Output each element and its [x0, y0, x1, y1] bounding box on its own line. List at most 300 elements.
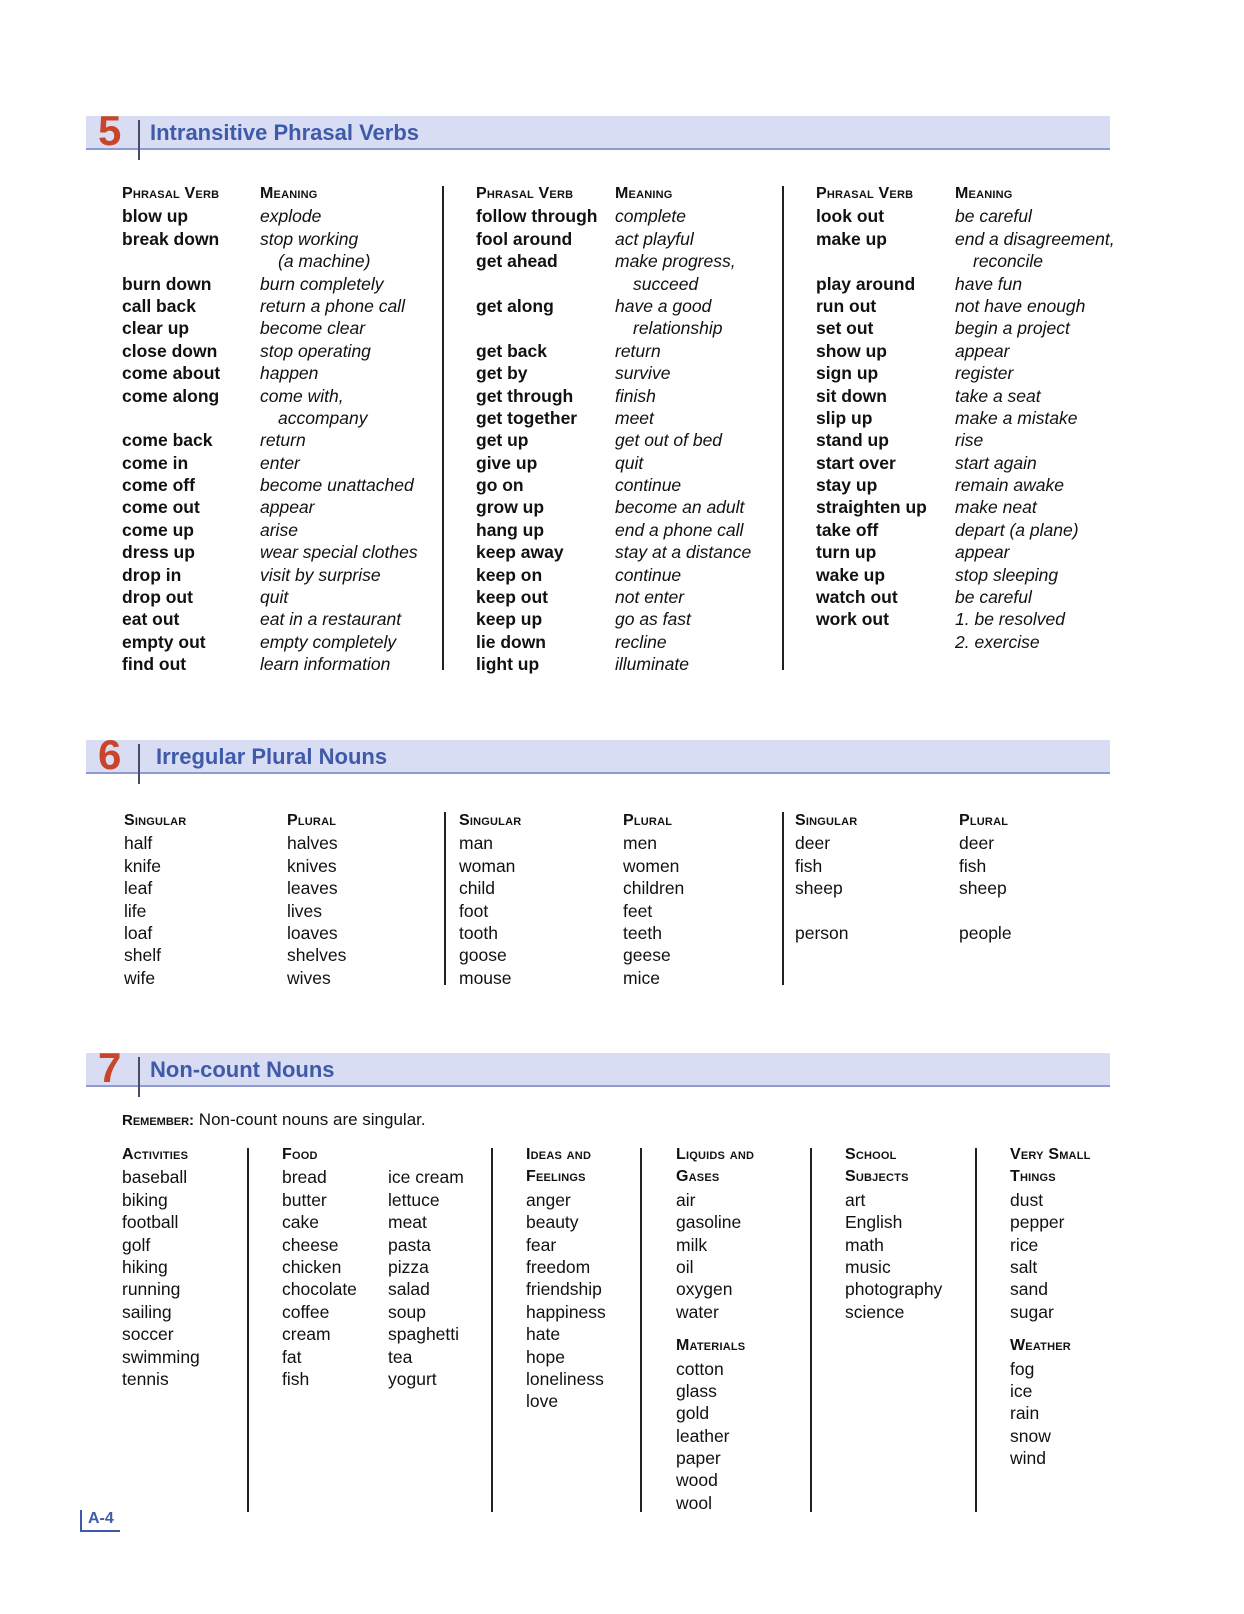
food-item: tea	[388, 1346, 413, 1367]
s6-col2-singular-header: Singular	[459, 812, 522, 829]
idea-item: freedom	[526, 1256, 591, 1277]
plural-noun: men	[623, 833, 658, 854]
food-item: pasta	[388, 1234, 431, 1255]
plural-noun: mice	[623, 967, 660, 988]
verb-meaning: continue	[615, 564, 682, 585]
singular-noun: life	[124, 900, 147, 921]
phrasal-verb: turn up	[816, 542, 877, 563]
phrasal-verb: show up	[816, 340, 887, 361]
section-5-title: Intransitive Phrasal Verbs	[150, 120, 420, 145]
plural-noun: halves	[287, 833, 338, 854]
food-item: cake	[282, 1212, 319, 1233]
verb-meaning: get out of bed	[615, 430, 723, 451]
singular-noun: wife	[124, 967, 156, 988]
s6-col1-singular-header: Singular	[124, 812, 187, 829]
s7-divider-4	[810, 1148, 812, 1512]
s7-liquids	[676, 1144, 796, 1514]
verb-meaning: become clear	[260, 318, 366, 339]
verb-meaning: quit	[260, 587, 289, 608]
food-item: cream	[282, 1324, 331, 1345]
food-item: bread	[282, 1167, 327, 1188]
food-item: lettuce	[388, 1189, 440, 1210]
verb-meaning: return a phone call	[260, 295, 405, 316]
phrasal-verb: take off	[816, 519, 879, 540]
verb-meaning: appear	[260, 497, 315, 518]
verb-meaning: visit by surprise	[260, 564, 381, 585]
phrasal-verb: drop in	[122, 564, 182, 585]
singular-noun: deer	[795, 833, 831, 854]
phrasal-verb: eat out	[122, 609, 180, 630]
s7-small-header-1: Very Small	[1010, 1146, 1091, 1163]
small-thing-item: pepper	[1010, 1212, 1065, 1233]
s7-divider-1	[247, 1148, 249, 1512]
s5-col1-meaning-header: Meaning	[260, 185, 318, 202]
phrasal-verb: come out	[122, 497, 200, 518]
verb-meaning: return	[260, 430, 306, 451]
phrasal-verb: sit down	[816, 385, 887, 406]
phrasal-verb: blow up	[122, 206, 189, 227]
singular-noun: fish	[795, 855, 823, 876]
s7-food-b	[388, 1144, 498, 1390]
material-item: paper	[676, 1448, 721, 1469]
verb-meaning: eat in a restaurant	[260, 609, 402, 630]
phrasal-verb: fool around	[476, 228, 573, 249]
food-item: yogurt	[388, 1368, 437, 1389]
verb-meaning: act playful	[615, 228, 694, 249]
verb-meaning: complete	[615, 206, 687, 227]
singular-noun: sheep	[795, 878, 843, 899]
phrasal-verb: stay up	[816, 475, 878, 496]
s6-divider-1	[444, 812, 446, 985]
s6-col1-plural	[287, 810, 427, 989]
phrasal-verb	[816, 250, 956, 272]
phrasal-verb: come up	[122, 519, 194, 540]
verb-meaning: survive	[615, 363, 671, 384]
section-6-header	[86, 731, 1110, 778]
verb-meaning: register	[955, 363, 1014, 384]
singular-noun: knife	[124, 855, 161, 876]
section-7-title: Non-count Nouns	[150, 1057, 335, 1082]
food-item: spaghetti	[388, 1324, 460, 1345]
s7-ideas-header-2: Feelings	[526, 1168, 586, 1186]
s5-col3-verbs	[816, 183, 956, 653]
phrasal-verb: get ahead	[476, 251, 558, 272]
s5-divider-1	[442, 186, 444, 670]
phrasal-verb: make up	[816, 228, 887, 249]
phrasal-verb: find out	[122, 654, 187, 675]
s5-divider-2	[782, 186, 784, 670]
verb-meaning: stop operating	[260, 340, 371, 361]
phrasal-verb: close down	[122, 340, 218, 361]
verb-meaning: have a good	[615, 295, 712, 316]
verb-meaning: explode	[260, 206, 322, 227]
singular-noun: person	[795, 922, 849, 943]
spacer-row	[959, 900, 1099, 922]
verb-meaning: stop sleeping	[955, 564, 1059, 585]
activity-item: tennis	[122, 1368, 169, 1389]
s6-col1-plural-header: Plural	[287, 812, 337, 829]
liquid-item: oxygen	[676, 1279, 733, 1300]
singular-noun: foot	[459, 900, 489, 921]
plural-noun: fish	[959, 855, 987, 876]
food-item: pizza	[388, 1256, 429, 1277]
s5-col1-verbs	[122, 183, 242, 676]
phrasal-verb: lie down	[476, 631, 546, 652]
phrasal-verb: run out	[816, 295, 877, 316]
material-item: cotton	[676, 1358, 724, 1379]
verb-meaning: (a machine)	[278, 251, 371, 272]
s6-col3-plural-header: Plural	[959, 812, 1009, 829]
phrasal-verb: set out	[816, 318, 874, 339]
plural-noun: wives	[287, 967, 331, 988]
verb-meaning: arise	[260, 519, 298, 540]
idea-item: hate	[526, 1324, 561, 1345]
s7-food-header-spacer	[388, 1144, 498, 1166]
liquid-item: air	[676, 1189, 696, 1210]
plural-noun: sheep	[959, 878, 1007, 899]
phrasal-verb: give up	[476, 452, 538, 473]
food-item: soup	[388, 1301, 426, 1322]
phrasal-verb: work out	[816, 609, 889, 630]
weather-item: wind	[1010, 1448, 1046, 1469]
s7-liquids-header-1: Liquids and	[676, 1146, 755, 1163]
phrasal-verb: come off	[122, 475, 195, 496]
phrasal-verb: come along	[122, 385, 220, 406]
material-item: leather	[676, 1425, 730, 1446]
liquid-item: water	[676, 1301, 719, 1322]
s7-divider-3	[640, 1148, 642, 1512]
s6-col2-singular	[459, 810, 609, 989]
phrasal-verb: burn down	[122, 273, 212, 294]
s7-food-a	[282, 1144, 392, 1390]
phrasal-verb: grow up	[476, 497, 545, 518]
verb-meaning: relationship	[633, 318, 723, 339]
small-thing-item: rice	[1010, 1234, 1039, 1255]
phrasal-verb: dress up	[122, 542, 195, 563]
small-thing-item: salt	[1010, 1256, 1038, 1277]
verb-meaning: start again	[955, 452, 1037, 473]
plural-noun: children	[623, 878, 685, 899]
liquid-item: oil	[676, 1256, 694, 1277]
school-subject-item: science	[845, 1301, 905, 1322]
weather-item: ice	[1010, 1380, 1033, 1401]
phrasal-verb: call back	[122, 295, 196, 316]
s5-col2-verbs	[476, 183, 616, 676]
phrasal-verb: keep on	[476, 564, 543, 585]
material-item: gold	[676, 1403, 710, 1424]
plural-noun: shelves	[287, 945, 347, 966]
singular-noun: shelf	[124, 945, 161, 966]
section-7-header	[86, 1044, 1110, 1091]
phrasal-verb	[476, 317, 616, 339]
s6-divider-2	[782, 812, 784, 985]
verb-meaning: take a seat	[955, 385, 1041, 406]
phrasal-verb: look out	[816, 206, 885, 227]
phrasal-verb: go on	[476, 475, 524, 496]
verb-meaning: illuminate	[615, 654, 689, 675]
s7-divider-2	[491, 1148, 493, 1512]
s7-liquids-header-2: Gases	[676, 1168, 720, 1186]
school-subject-item: photography	[845, 1279, 943, 1300]
phrasal-verb: get back	[476, 340, 547, 361]
plural-noun: lives	[287, 900, 323, 921]
phrasal-verb: sign up	[816, 363, 879, 384]
s5-col2-verb-header: Phrasal Verb	[476, 185, 574, 202]
idea-item: anger	[526, 1189, 571, 1210]
verb-meaning: be careful	[955, 587, 1032, 608]
s6-col3-singular	[795, 810, 945, 944]
s7-activities	[122, 1144, 242, 1390]
plural-noun: geese	[623, 945, 671, 966]
s5-col3-meanings	[955, 183, 1115, 653]
activity-item: golf	[122, 1234, 151, 1255]
phrasal-verb: get through	[476, 385, 574, 406]
phrasal-verb: empty out	[122, 631, 206, 652]
s5-col2-meanings	[615, 183, 775, 676]
verb-meaning: finish	[615, 385, 656, 406]
verb-meaning: meet	[615, 407, 654, 428]
phrasal-verb	[122, 407, 242, 429]
verb-meaning: 2. exercise	[955, 631, 1040, 652]
verb-meaning: remain awake	[955, 475, 1064, 496]
phrasal-verb: watch out	[816, 587, 898, 608]
phrasal-verb	[816, 631, 956, 653]
section-6-title: Irregular Plural Nouns	[156, 744, 388, 769]
material-item: wool	[676, 1492, 712, 1513]
idea-item: loneliness	[526, 1368, 604, 1389]
page-number: A-4	[80, 1510, 120, 1532]
s7-small-header-2: Things	[1010, 1168, 1056, 1186]
s6-col3-plural	[959, 810, 1099, 944]
liquid-item: gasoline	[676, 1212, 742, 1233]
phrasal-verb: get along	[476, 295, 554, 316]
phrasal-verb: break down	[122, 228, 220, 249]
s7-food-header: Food	[282, 1146, 318, 1163]
plural-noun: women	[623, 855, 680, 876]
phrasal-verb: straighten up	[816, 497, 927, 518]
plural-noun: feet	[623, 900, 653, 921]
verb-meaning: end a phone call	[615, 519, 744, 540]
material-item: wood	[676, 1470, 718, 1491]
food-item: chicken	[282, 1256, 342, 1277]
phrasal-verb: get by	[476, 363, 528, 384]
verb-meaning: make progress,	[615, 251, 736, 272]
weather-item: snow	[1010, 1425, 1051, 1446]
verb-meaning: be careful	[955, 206, 1032, 227]
phrasal-verb	[476, 273, 616, 295]
verb-meaning: accompany	[278, 407, 368, 428]
singular-noun: man	[459, 833, 494, 854]
singular-noun: goose	[459, 945, 507, 966]
plural-noun: knives	[287, 855, 337, 876]
activity-item: swimming	[122, 1346, 200, 1367]
phrasal-verb: come back	[122, 430, 213, 451]
s5-col2-meaning-header: Meaning	[615, 185, 673, 202]
food-item: coffee	[282, 1301, 330, 1322]
phrasal-verb: start over	[816, 452, 896, 473]
phrasal-verb: come about	[122, 363, 221, 384]
s7-weather-header: Weather	[1010, 1337, 1071, 1355]
s5-col1-verb-header: Phrasal Verb	[122, 185, 220, 202]
phrasal-verb: clear up	[122, 318, 190, 339]
remember-text: Non-count nouns are singular.	[194, 1110, 426, 1129]
small-thing-item: sand	[1010, 1279, 1048, 1300]
weather-item: rain	[1010, 1403, 1040, 1424]
food-item: chocolate	[282, 1279, 357, 1300]
singular-noun: leaf	[124, 878, 153, 899]
verb-meaning: make a mistake	[955, 407, 1078, 428]
s6-col2-plural	[623, 810, 763, 989]
verb-meaning: have fun	[955, 273, 1023, 294]
s7-school	[845, 1144, 975, 1323]
verb-meaning: recline	[615, 631, 667, 652]
verb-meaning: reconcile	[973, 251, 1044, 272]
school-subject-item: English	[845, 1212, 903, 1233]
verb-meaning: make neat	[955, 497, 1037, 518]
section-7-number: 7	[98, 1044, 122, 1091]
verb-meaning: stop working	[260, 228, 359, 249]
s5-col3-meaning-header: Meaning	[955, 185, 1013, 202]
s6-col3-singular-header: Singular	[795, 812, 858, 829]
singular-noun: half	[124, 833, 153, 854]
plural-noun: people	[959, 922, 1012, 943]
verb-meaning: not have enough	[955, 295, 1086, 316]
remember-note	[122, 1110, 426, 1130]
phrasal-verb: keep up	[476, 609, 543, 630]
s5-col1-meanings	[260, 183, 440, 676]
activity-item: biking	[122, 1189, 168, 1210]
plural-noun: leaves	[287, 878, 338, 899]
section-6-number: 6	[98, 731, 122, 778]
activity-item: soccer	[122, 1324, 174, 1345]
verb-meaning: go as fast	[615, 609, 691, 630]
phrasal-verb: get up	[476, 430, 529, 451]
verb-meaning: wear special clothes	[260, 542, 418, 563]
s7-ideas-header-1: Ideas and	[526, 1146, 592, 1163]
idea-item: love	[526, 1391, 559, 1412]
s7-ideas	[526, 1144, 636, 1413]
s6-col1-singular	[124, 810, 274, 989]
section-6-rule	[138, 744, 140, 784]
food-item: cheese	[282, 1234, 339, 1255]
phrasal-verb: wake up	[816, 564, 886, 585]
activity-item: sailing	[122, 1301, 172, 1322]
plural-noun: loaves	[287, 922, 338, 943]
phrasal-verb: come in	[122, 452, 189, 473]
verb-meaning: happen	[260, 363, 319, 384]
singular-noun: woman	[459, 855, 516, 876]
s6-col2-plural-header: Plural	[623, 812, 673, 829]
s7-small-things	[1010, 1144, 1130, 1469]
singular-noun: tooth	[459, 922, 498, 943]
s7-divider-5	[975, 1148, 977, 1512]
singular-noun: mouse	[459, 967, 512, 988]
activity-item: hiking	[122, 1256, 168, 1277]
s7-school-header-1: School	[845, 1146, 897, 1163]
remember-label: Remember:	[122, 1112, 195, 1129]
activity-item: running	[122, 1279, 181, 1300]
activity-item: football	[122, 1212, 179, 1233]
s7-school-header-2: Subjects	[845, 1168, 909, 1186]
material-item: glass	[676, 1380, 717, 1401]
activity-item: baseball	[122, 1167, 188, 1188]
phrasal-verb: hang up	[476, 519, 545, 540]
verb-meaning: come with,	[260, 385, 344, 406]
phrasal-verb: slip up	[816, 407, 873, 428]
s7-activities-header: Activities	[122, 1146, 189, 1163]
food-item: salad	[388, 1279, 430, 1300]
food-item: butter	[282, 1189, 327, 1210]
idea-item: happiness	[526, 1301, 606, 1322]
phrasal-verb: play around	[816, 273, 916, 294]
verb-meaning: begin a project	[955, 318, 1070, 339]
verb-meaning: continue	[615, 475, 682, 496]
verb-meaning: rise	[955, 430, 984, 451]
idea-item: hope	[526, 1346, 565, 1367]
verb-meaning: succeed	[633, 273, 699, 294]
s5-col3-verb-header: Phrasal Verb	[816, 185, 914, 202]
phrasal-verb: follow through	[476, 206, 598, 227]
verb-meaning: burn completely	[260, 273, 384, 294]
verb-meaning: depart (a plane)	[955, 519, 1079, 540]
section-5-rule	[138, 120, 140, 160]
small-thing-item: dust	[1010, 1189, 1044, 1210]
phrasal-verb: get together	[476, 407, 578, 428]
verb-meaning: not enter	[615, 587, 685, 608]
idea-item: fear	[526, 1234, 557, 1255]
section-7-rule	[138, 1057, 140, 1097]
s7-materials-header: Materials	[676, 1337, 746, 1355]
phrasal-verb: stand up	[816, 430, 889, 451]
verb-meaning: return	[615, 340, 661, 361]
verb-meaning: become an adult	[615, 497, 745, 518]
plural-noun: deer	[959, 833, 995, 854]
food-item: ice cream	[388, 1167, 464, 1188]
phrasal-verb	[122, 250, 242, 272]
weather-item: fog	[1010, 1358, 1035, 1379]
verb-meaning: appear	[955, 542, 1010, 563]
verb-meaning: empty completely	[260, 631, 397, 652]
singular-noun: child	[459, 878, 495, 899]
verb-meaning: quit	[615, 452, 644, 473]
plural-noun: teeth	[623, 922, 662, 943]
verb-meaning: stay at a distance	[615, 542, 752, 563]
singular-noun: loaf	[124, 922, 153, 943]
verb-meaning: 1. be resolved	[955, 609, 1065, 630]
school-subject-item: math	[845, 1234, 884, 1255]
section-5-number: 5	[98, 107, 122, 154]
verb-meaning: learn information	[260, 654, 391, 675]
section-5-header	[86, 107, 1110, 154]
spacer-row	[795, 900, 945, 922]
food-item: meat	[388, 1212, 427, 1233]
verb-meaning: become unattached	[260, 475, 414, 496]
idea-item: beauty	[526, 1212, 579, 1233]
small-thing-item: sugar	[1010, 1301, 1054, 1322]
school-subject-item: music	[845, 1256, 891, 1277]
liquid-item: milk	[676, 1234, 708, 1255]
idea-item: friendship	[526, 1279, 602, 1300]
verb-meaning: enter	[260, 452, 300, 473]
food-item: fat	[282, 1346, 302, 1367]
phrasal-verb: light up	[476, 654, 540, 675]
verb-meaning: appear	[955, 340, 1010, 361]
phrasal-verb: keep away	[476, 542, 564, 563]
food-item: fish	[282, 1368, 310, 1389]
phrasal-verb: keep out	[476, 587, 548, 608]
school-subject-item: art	[845, 1189, 866, 1210]
verb-meaning: end a disagreement,	[955, 228, 1115, 249]
